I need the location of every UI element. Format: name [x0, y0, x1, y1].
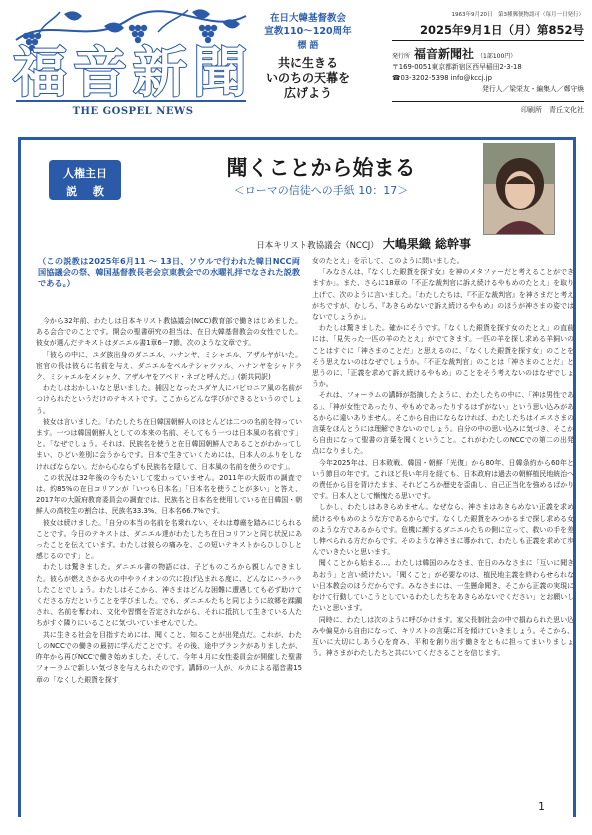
paragraph: 女のたとえ」を示して、このように問いました。 — [312, 257, 464, 265]
postal-registration: 1963年9月20日 第3種郵便物認可（毎月一日発行） — [451, 12, 584, 18]
motto-anniversary: 宣教110〜120周年 — [264, 26, 352, 37]
category-badge — [49, 160, 121, 200]
article-column-right — [312, 256, 574, 816]
logo-english: THE GOSPEL NEWS — [72, 106, 194, 117]
motto-church: 在日大韓基督教会 — [269, 13, 346, 24]
paragraph: わたしは驚きました。確かにそうです。「なくした銀貨を探す女のたとえ」の直前には、「見失った一匹の羊のたとえ」がでてきます。一匹の羊を探し求める羊飼いのことはすぐに「神さまのことだ」と思えるのに、「なくした銀貨を探す女」のことをそう思えないのはなぜでしょうか。「不正な裁判官」のことは「神さまのことだ」と思うのに、「正義を求めて訴え続けるやもめ」のことをそう考えないのはなぜでしょうか。 — [312, 324, 574, 389]
motto-slogan-1: 共に生きる — [277, 56, 338, 70]
paragraph: 今年2025年は、日本敗戦、韓国・朝鮮「光復」から80年、日韓条約から60年という節目の年です。これほど長い年月を経ても、日本政府は過去の朝鮮植民地統治への責任から目を背けたまま、それどころか歴史を歪曲し、自己正当化を強めるばかりです。日本人として慚愧たる思いです。 — [312, 458, 574, 501]
publisher-line — [392, 45, 584, 62]
paragraph: 彼女は続けました。「自分の本当の名前を名乗れない、それは尊厳を踏みにじられることです。今日のテキストは、ダニエル達がわたしたち在日コリアンと同じ状況にあったことを伝えています。わたしは彼らの痛みを、この短いテキストからひしひしと感じるのです」と。 — [36, 518, 302, 561]
motto-label: 標 語 — [297, 41, 319, 51]
motto-box — [262, 12, 354, 101]
issue-date: 2025年9月1日（月）第852号 — [392, 22, 584, 41]
logo-char-2: 音 — [73, 40, 127, 104]
paragraph: それは、フォーラムの講師が指摘したように、わたしたちの中に、「神は男性である」、「神が女性であったり、やもめであったりするはずがない」という思い込みがあるからに違いありません。そこから自由にならなければ、わたしたちはイエスさまの言葉をほんとうには理解できないのでしょう。自分の中の思い込みに気づき、そこから自由になって聖書の言葉を聞くということ。これがわたしのNCCでの第二の出発点になりました。 — [312, 391, 574, 456]
paragraph: この状況は32年後の今もたいして変わっていません。2011年の大阪市の調査では、約85%の在日コリアンが「いつも日本名」「日本名を使うことが多い」と答え、2017年の大阪府教育委員会の調査では、民族名と日本名を使用している在日韓国・朝鮮人の高校生の割合は、民族名33.3%、日本名66.7%です。 — [36, 473, 302, 516]
publisher-contact: ☎03-3202-5398 info@kccj.jp — [392, 74, 492, 82]
paragraph: わたしはおかしいなと思いました。捕囚となったユダヤ人にバビロニア風の名前がつけられたというだけのテキストです。ここからどんな学びができるというのでしょう。 — [36, 384, 302, 415]
page-number: 1 — [538, 800, 545, 813]
paragraph: 聞くことから始まる…。わたしは韓国のみなさま、在日のみなさまに「互いに聞きあおう」と言い続けたい。「聞くこと」が必要なのは、植民地主義を終わらせられない日本教会のほうだからです。みなさまには、一生懸命聞き、そこから正義の実現にむけて行動していこうとしているわたしたちをあきらめないでください」とお願いしたいと思います。 — [312, 559, 574, 613]
logo-char-3: 新 — [133, 40, 187, 104]
badge-line-2: 説 教 — [66, 185, 110, 198]
motto-slogan-2: いのちの天幕を — [265, 71, 350, 85]
publisher-address: 〒169-0051東京都新宿区西早稲田2-3-18 — [392, 63, 522, 71]
badge-line-1: 人権主日 — [63, 167, 107, 180]
paragraph: しかし、わたしはあきらめません。なぜなら、神さまはあきらめない正義を求め続けるやもめのような方であるからです。なくした銀貨をみつかるまで探し求める女のような方であるからです。危機に瀕するダニエルたちの側に立って、救いの手を差し伸べられる方だからです。そのような神さまに導かれて、わたしも正義を求めて歩んでいきたいと思います。 — [312, 503, 574, 557]
article-headline: 聞くことから始まる — [226, 155, 416, 180]
motto-slogan-3: 広げよう — [283, 86, 332, 100]
paragraph: 同時に、わたしは次のように呼びかけます。家父長制社会の中で損ねられた思い込みや偏見から自由になって、キリストの言葉に耳を傾けていきましょう。そこから、互いに大切にしあう心を育み、平和を創り出す働きをともに担ってまいりましょう。神さまがわたしたちと共にいてくださることを信じます。 — [312, 615, 574, 658]
publisher-name: 福音新聞社 — [414, 47, 475, 61]
paragraph: 「彼らの中に、ユダ族出身のダニエル、ハナンヤ、ミシャエル、アザルヤがいた。宦官の長は彼らに名前を与え、ダニエルをベルテシャツァル、ハナンヤをシャドラク、ミシャエルをメシャク、アザルヤをアベド・ネゴと呼んだ。」(新共同訳) — [36, 350, 302, 382]
publisher-people: 発行人／梁栄友・編集人／鄭守煥 — [482, 85, 584, 93]
logo-char-4: 聞 — [193, 40, 247, 104]
paragraph: 彼女は言いました。「わたしたち在日韓国朝鮮人のほとんどは二つの名前を持っています。一つは韓国朝鮮人としての本来の名前、そしてもう一つは日本風の名前です」と。「なぜでしょう。それは、民族名を使うと在日韓国朝鮮人であることがわかってしまい、ひどい差別に会うからです。日本で生きていくためには、日本人のふりをしなければならない。だから心ならずも民族名を隠して、日本風の名前を使うのです」。 — [36, 417, 302, 471]
author-organization: 日本キリスト教協議会（NCCJ） — [256, 241, 379, 251]
author-name: 大嶋果織 総幹事 — [382, 237, 471, 251]
sermon-intro-note: （この説教は2025年6月11 〜 13日、ソウルで行われた韓日NCC両国協議会の祭、韓国基督教長老会京東教会での水曜礼拝でなされた説教である。） — [38, 256, 301, 289]
masthead — [0, 0, 592, 120]
price: （1部100円） — [477, 53, 517, 60]
article-column-left — [36, 316, 302, 816]
paragraph: 「みなさんは、『なくした銀貨を探す女』を神のメタファーだと考えることができますか」。また、さらに18章の「不正な裁判官に訴え続けるやもめのたとえ」を取り上げて、次のように言いました。「わたしたちは、『不正な裁判官』を神さまだと考えがちですが、むしろ、『あきらめないで訴え続けるやもめ』のほうが神さまの姿ではないでしょうか」。 — [312, 268, 574, 322]
printer: 印刷所 青丘文化社 — [392, 101, 584, 115]
logo-char-1: 福 — [13, 40, 67, 104]
author-portrait — [484, 144, 555, 235]
newspaper-logo — [8, 6, 254, 117]
article-subhead: ＜ローマの信徒への手紙 10：17＞ — [233, 184, 409, 197]
publisher-label: 発行所 — [392, 53, 411, 60]
paragraph: 共に生きる社会を目指すためには、聞くこと、知ることが出発点だ。これが、わたしのNCCでの働きの最初に学んだことです。その後、途中ブランクがありましたが、昨年から再びNCCで働き始めました。そして、今年４月に女性委員会が開催した聖書フォーラムで新しい気づきを与えられたのです。講師の一人が、ルカによる福音書15章の「なくした銀貨を探す — [36, 630, 302, 684]
byline — [171, 233, 471, 252]
paragraph: わたしは驚きました。ダニエル書の物語には、子どものころから親しんできました。彼らが燃えさかる火の中やライオンの穴に投げ込まれる度に、どんなにハラハラしたことでしょう。わたしはそこから、神さまはどんな困難に遭遇しても必ず助けてくださる方だということを学びました。でも、ダニエルたちと同じように故郷を蹂躙され、名前を奪われ、文化や習慣を否定されながら、それに抵抗して生きている人たちがすぐ隣りにいることに気づいていませんでした。 — [36, 563, 302, 628]
issue-info — [392, 10, 584, 115]
paragraph: 今から32年前、わたしは日本キリスト教協議会(NCC)教育部で働きはじめました。ある会合でのことです。開会の聖書研究の担当は、在日大韓基督教会の女性でした。彼女が選んだテキストはダニエル書1章6－7節。次のような文章です。 — [36, 317, 302, 348]
author-photo — [483, 143, 555, 235]
